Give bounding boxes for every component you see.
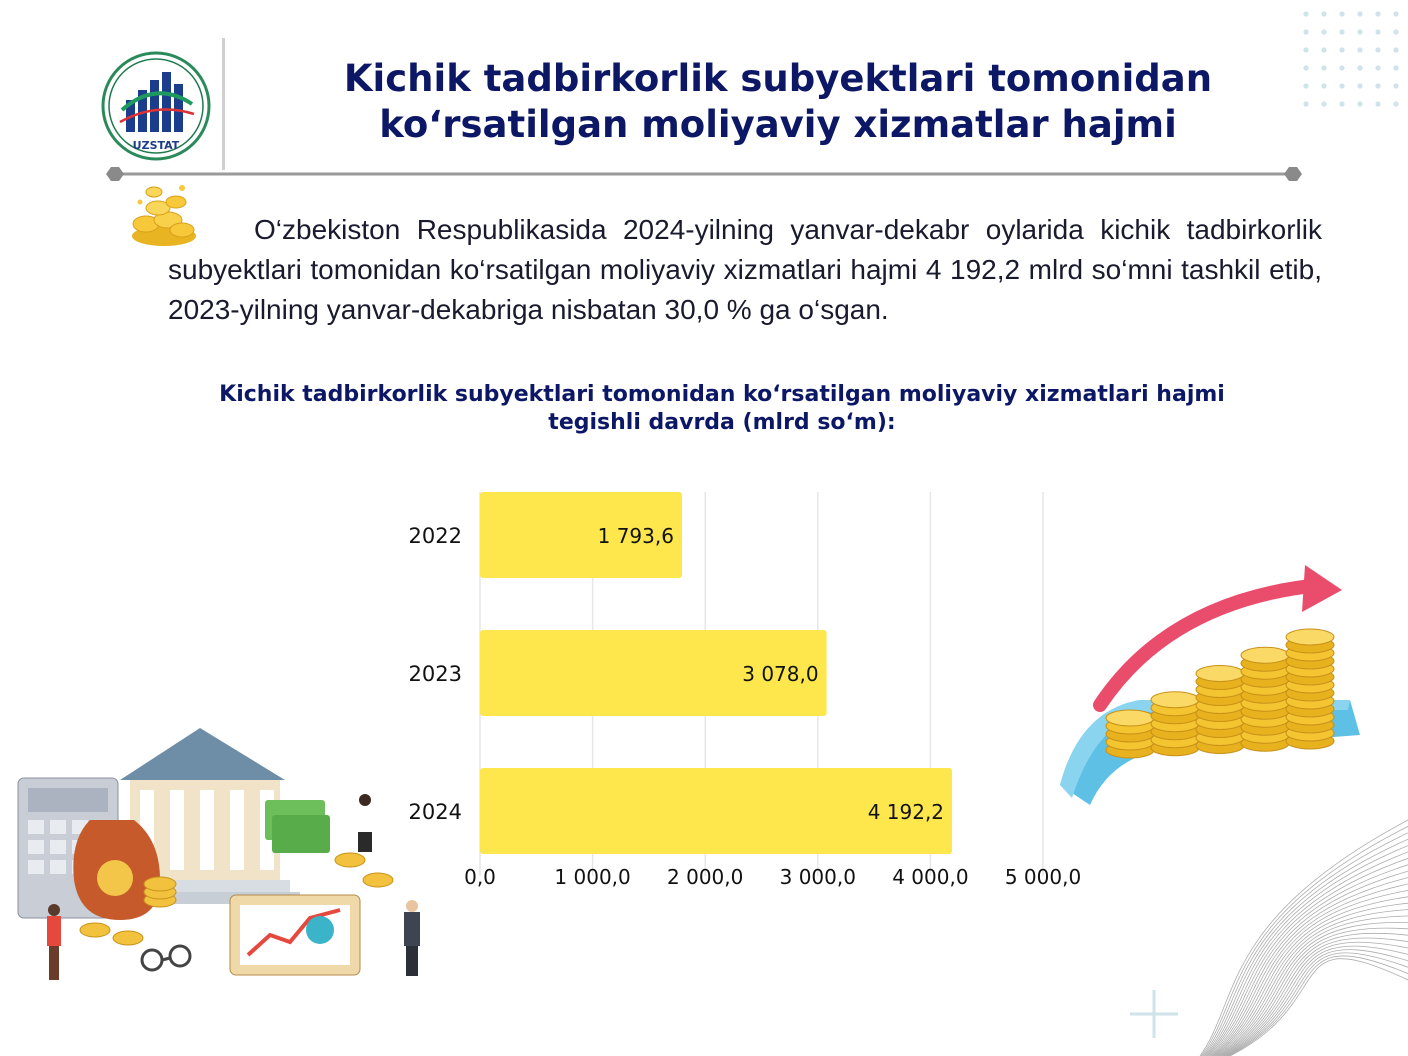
chart-title-line1: Kichik tadbirkorlik subyektlari tomonidan ko‘rsatilgan moliyaviy xizmatlari hajmi: [219, 382, 1225, 407]
chart-title-line2: tegishli davrda (mlrd so‘m):: [548, 410, 896, 435]
decorative-lines: [1180, 800, 1408, 1056]
x-tick-label-3: 3 000,0: [779, 865, 856, 889]
logo-divider: [222, 38, 225, 170]
category-label-2022: 2022: [408, 524, 462, 548]
x-tick-label-5: 5 000,0: [1004, 865, 1082, 889]
chart-bars: [480, 492, 952, 854]
data-label-2022: 1 793,6: [597, 524, 674, 548]
x-tick-label-2: 2 000,0: [667, 865, 744, 889]
category-label-2024: 2024: [408, 800, 462, 824]
data-label-2024: 4 192,2: [867, 800, 945, 824]
x-tick-label-4: 4 000,0: [892, 865, 969, 889]
bank-finance-illustration: [10, 720, 430, 990]
logo-text: UZSTAT: [132, 139, 180, 152]
header-divider: [104, 163, 1304, 185]
page-title: [250, 56, 1306, 148]
plus-icon: [1128, 988, 1180, 1040]
uzstat-logo: [100, 50, 212, 162]
coin-stacks: [1106, 629, 1334, 758]
chart-title: [140, 381, 1304, 437]
data-label-2023: 3 078,0: [742, 662, 819, 686]
x-tick-label-1: 1 000,0: [554, 865, 631, 889]
page-title-line2: ko‘rsatilgan moliyaviy xizmatlar hajmi: [379, 103, 1177, 146]
x-tick-label-0: 0,0: [464, 865, 496, 889]
bar-chart: [380, 470, 1110, 900]
growth-coins-illustration: [1050, 560, 1380, 810]
dot-grid: [1296, 6, 1406, 110]
summary-paragraph: O‘zbekiston Respublikasida 2024-yilning yanvar-dekabr oylarida kichik tadbirkorlik subyektlari tomonidan ko‘rsatilgan moliyaviy xizmatlari hajmi 4 192,2 mlrd so‘mni tashkil etib, 2023-yilning yanvar-dekabriga nisbatan 30,0 % ga o‘sgan.: [168, 214, 1322, 325]
chart-tick-labels: [464, 865, 1081, 889]
page-title-line1: Kichik tadbirkorlik subyektlari tomonidan: [343, 57, 1213, 100]
category-label-2023: 2023: [408, 662, 462, 686]
